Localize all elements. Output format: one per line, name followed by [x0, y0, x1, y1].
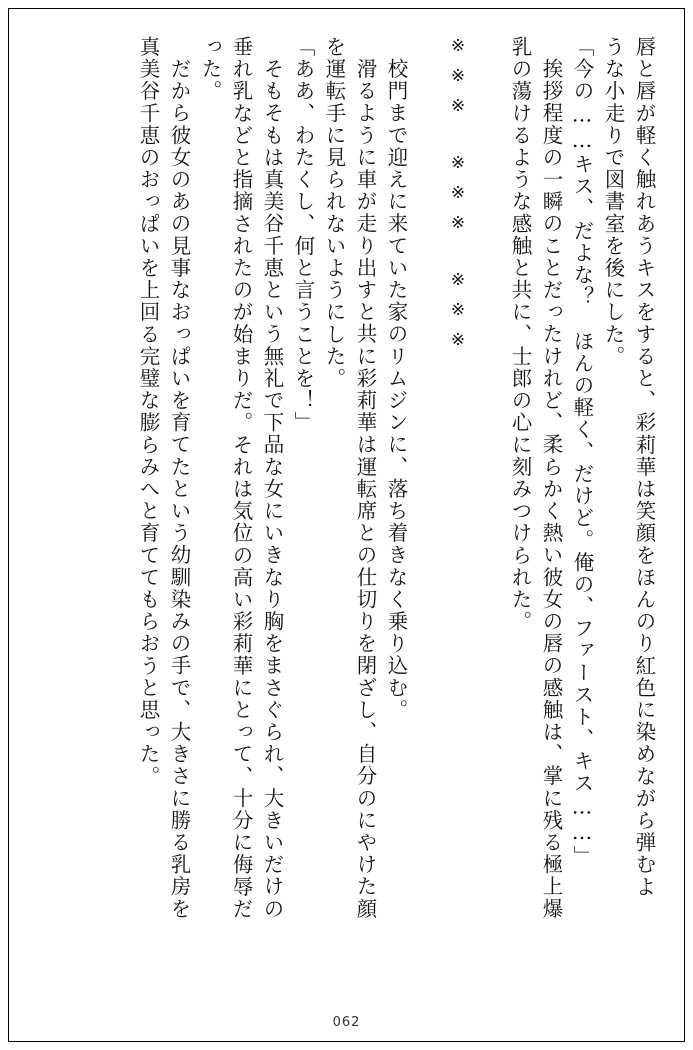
page-number: 062 [332, 1015, 361, 1030]
text-column: 滑るように車が走り出すと共に彩莉華は運転席との仕切りを閉ざし、自分のにやけた顔 [353, 58, 377, 920]
text-column: 垂れ乳などと指摘されたのが始まりだ。それは気位の高い彩莉華にとって、十分に侮辱だ [229, 36, 253, 920]
text-column: そもそもは真美谷千恵という無礼で下品な女にいきなり胸をまさぐられ、大きいだけの [260, 58, 284, 920]
text-column: った。 [198, 36, 222, 103]
spacer-column [473, 36, 504, 976]
text-column: うな小走りで図書室を後にした。 [601, 36, 625, 368]
scene-separator: ※※※ ※※※ ※※※ [448, 36, 468, 360]
text-column: 「ああ、わたくし、何と言うことを！」 [291, 36, 315, 434]
text-column: だから彼女のあの見事なおっぱいを育てたという幼馴染みの手で、大きさに勝る乳房を [167, 58, 191, 920]
vertical-text-body [34, 36, 659, 976]
text-column: 乳の蕩けるような感触と共に、士郎の心に刻みつけられた。 [508, 36, 532, 633]
text-column: 挨拶程度の一瞬のことだったけれど、柔らかく熱い彼女の唇の感触は、掌に残る極上爆 [539, 58, 563, 920]
spacer-column [411, 36, 442, 976]
text-column: 「今の……キス、だよな？ ほんの軽く、だけど。俺の、ファースト、キス……」 [570, 36, 594, 868]
text-column: を運転手に見られないようにした。 [322, 36, 346, 390]
text-column: 唇と唇が軽く触れあうキスをすると、彩莉華は笑顔をほんのり紅色に染めながら弾むよ [632, 36, 656, 898]
text-column: 真美谷千恵のおっぱいを上回る完璧な膨らみへと育ててもらおうと思った。 [136, 36, 160, 788]
text-column: 校門まで迎えに来ていた家のリムジンに、落ち着きなく乗り込む。 [384, 58, 408, 721]
